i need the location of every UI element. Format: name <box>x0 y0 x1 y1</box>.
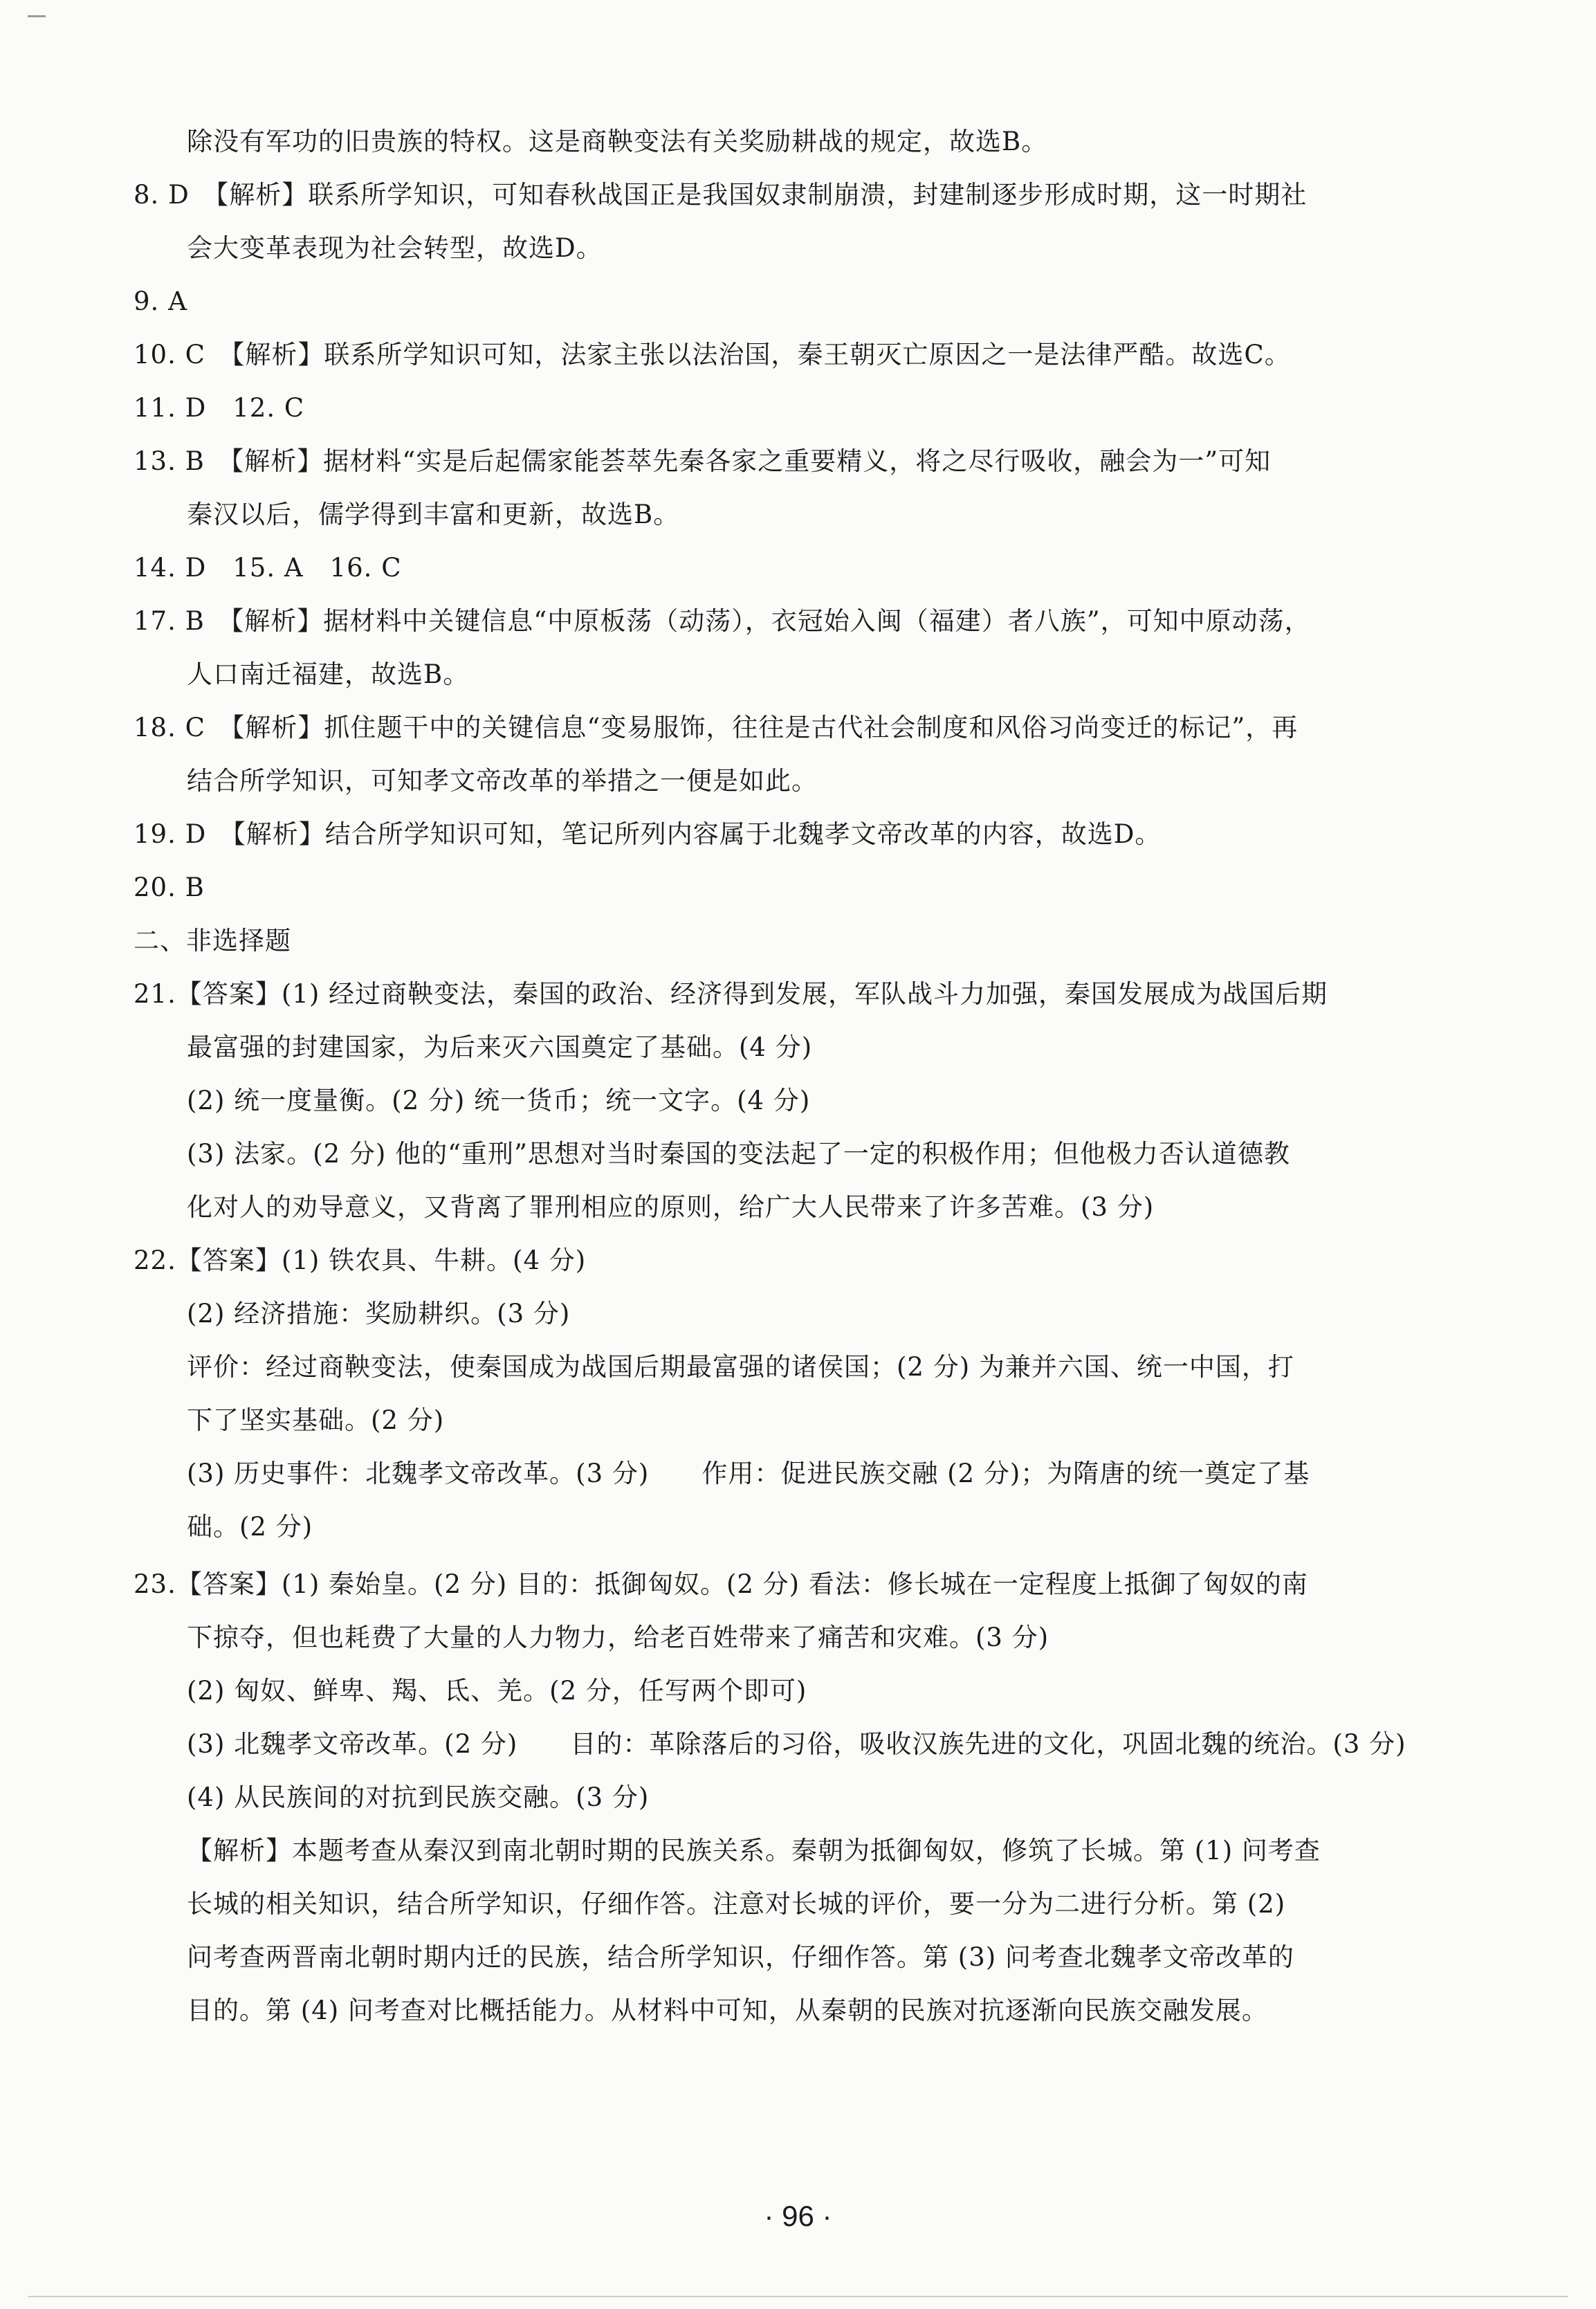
text-line: 评价：经过商鞅变法，使秦国成为战国后期最富强的诸侯国；(2 分) 为兼并六国、统一中国，打 <box>187 1352 1294 1382</box>
text-line: 下了坚实基础。(2 分) <box>187 1405 445 1435</box>
text-line: 长城的相关知识，结合所学知识，仔细作答。注意对长城的评价，要一分为二进行分析。第 (2) <box>187 1889 1286 1919</box>
text-line: (3) 法家。(2 分) 他的“重刑”思想对当时秦国的变法起了一定的积极作用；但他极力否认道德教 <box>187 1139 1290 1169</box>
page-number: · 96 · <box>764 2200 832 2232</box>
text-line: 除没有军功的旧贵族的特权。这是商鞅变法有关奖励耕战的规定，故选B。 <box>187 127 1048 156</box>
text-line: (2) 统一度量衡。(2 分) 统一货币；统一文字。(4 分) <box>187 1086 811 1115</box>
text-line: 问考查两晋南北朝时期内迁的民族，结合所学知识，仔细作答。第 (3) 问考查北魏孝文帝改革的 <box>187 1942 1294 1972</box>
text-line: 8. D 【解析】联系所学知识，可知春秋战国正是我国奴隶制崩溃，封建制逐步形成时期，这一时期社 <box>134 180 1308 210</box>
text-line: 20. B <box>134 873 205 902</box>
text-line: 化对人的劝导意义，又背离了罪刑相应的原则，给广大人民带来了许多苦难。(3 分) <box>187 1192 1155 1222</box>
text-line: 人口南迁福建，故选B。 <box>187 659 470 689</box>
bottom-rule <box>28 2296 1568 2297</box>
text-line: 13. B 【解析】据材料“实是后起儒家能荟萃先秦各家之重要精义，将之尽行吸收，融会为一”可知 <box>134 446 1272 476</box>
text-line: (2) 匈奴、鲜卑、羯、氐、羌。(2 分，任写两个即可) <box>187 1676 807 1706</box>
text-line: 19. D 【解析】结合所学知识可知，笔记所列内容属于北魏孝文帝改革的内容，故选D。 <box>134 819 1162 849</box>
text-line: (3) 历史事件：北魏孝文帝改革。(3 分) 作用：促进民族交融 (2 分)；为隋唐的统一奠定了基 <box>187 1459 1310 1488</box>
text-line: 22.【答案】(1) 铁农具、牛耕。(4 分) <box>134 1245 587 1275</box>
text-line: 秦汉以后，儒学得到丰富和更新，故选B。 <box>187 500 680 529</box>
text-line: 最富强的封建国家，为后来灭六国奠定了基础。(4 分) <box>187 1032 813 1062</box>
section-heading: 二、非选择题 <box>134 926 291 956</box>
text-line: 23.【答案】(1) 秦始皇。(2 分) 目的：抵御匈奴。(2 分) 看法：修长城在一定程度上抵御了匈奴的南 <box>134 1569 1308 1599</box>
corner-mark <box>28 15 46 17</box>
text-line: 11. D 12. C <box>134 393 305 423</box>
text-line: 10. C 【解析】联系所学知识可知，法家主张以法治国，秦王朝灭亡原因之一是法律严酷。故选C。 <box>134 340 1291 369</box>
text-line: 14. D 15. A 16. C <box>134 553 402 583</box>
text-line: (4) 从民族间的对抗到民族交融。(3 分) <box>187 1782 650 1812</box>
text-line: 目的。第 (4) 问考查对比概括能力。从材料中可知，从秦朝的民族对抗逐渐向民族交融发展。 <box>187 1996 1268 2025</box>
text-line: 【解析】本题考查从秦汉到南北朝时期的民族关系。秦朝为抵御匈奴，修筑了长城。第 (1) 问考查 <box>187 1836 1321 1865</box>
text-line: 21.【答案】(1) 经过商鞅变法，秦国的政治、经济得到发展，军队战斗力加强，秦国发展成为战国后期 <box>134 979 1328 1009</box>
text-line: 结合所学知识，可知孝文帝改革的举措之一便是如此。 <box>187 766 818 796</box>
text-line: 础。(2 分) <box>187 1512 313 1542</box>
text-line: 17. B 【解析】据材料中关键信息“中原板荡（动荡），衣冠始入闽（福建）者八族”，可知中原动荡， <box>134 606 1311 636</box>
text-line: 18. C 【解析】抓住题干中的关键信息“变易服饰，往往是古代社会制度和风俗习尚变迁的标记”，再 <box>134 713 1299 742</box>
text-line: 会大变革表现为社会转型，故选D。 <box>187 233 603 263</box>
text-line: (3) 北魏孝文帝改革。(2 分) 目的：革除落后的习俗，吸收汉族先进的文化，巩固北魏的统治。(3 分) <box>187 1729 1406 1759</box>
text-line: (2) 经济措施：奖励耕织。(3 分) <box>187 1299 571 1329</box>
text-line: 9. A <box>134 286 187 316</box>
text-line: 下掠夺，但也耗费了大量的人力物力，给老百姓带来了痛苦和灾难。(3 分) <box>187 1623 1049 1652</box>
